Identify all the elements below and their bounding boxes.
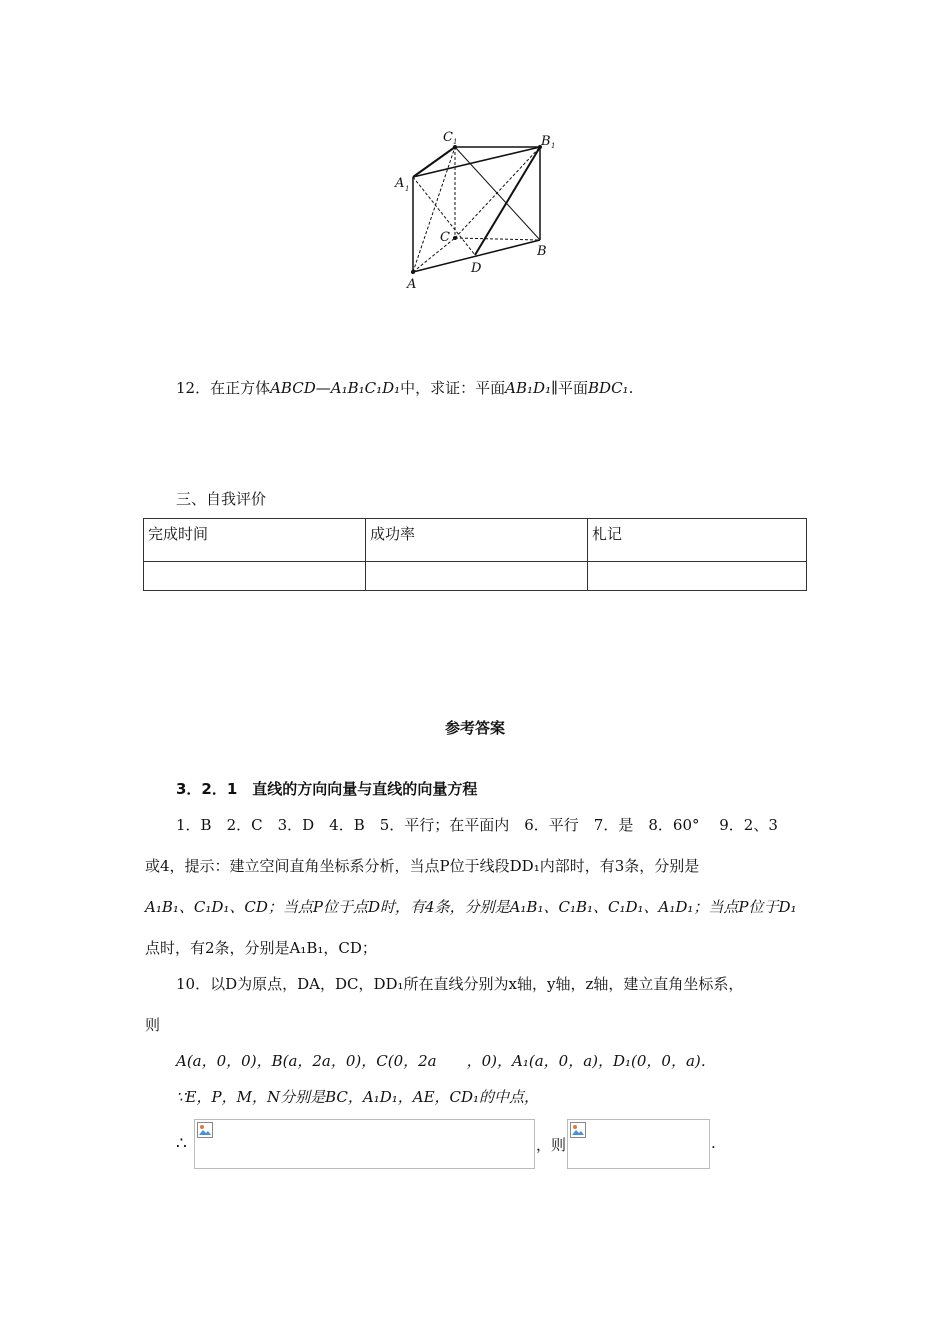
answer-line-8: ∵E，P，M，N分别是BC，A₁D₁，AE，CD₁的中点， [176, 1088, 540, 1106]
answer-line-7: A(a，0，0)，B(a，2a，0)，C(0，2a ，0)，A₁(a，0，a)，D₁(0，0，a)． [176, 1052, 716, 1070]
label-b1: B [541, 134, 551, 149]
label-a1: A [395, 176, 405, 191]
answer-line-6: 则 [145, 1016, 161, 1034]
formula-image-1 [194, 1119, 535, 1169]
label-c1-sub: 1 [453, 138, 458, 146]
col-notes: 札记 [588, 519, 807, 562]
broken-image-icon [570, 1122, 586, 1138]
question-12: 12．在正方体ABCD—A₁B₁C₁D₁中，求证：平面AB₁D₁∥平面BDC₁. [176, 379, 634, 397]
col-completion-time: 完成时间 [144, 519, 366, 562]
label-c: C [440, 230, 450, 245]
answer-line-4: 点时，有2条，分别是A₁B₁，CD； [145, 939, 377, 957]
label-b1-sub: 1 [551, 142, 556, 150]
answers-title: 参考答案 [444, 719, 505, 737]
answer-line-2: 或4，提示：建立空间直角坐标系分析，当点P位于线段DD₁内部时，有3条，分别是 [145, 857, 700, 875]
cell-empty [144, 562, 366, 591]
self-eval-table [143, 518, 807, 591]
end-period: . [711, 1134, 716, 1152]
label-a: A [407, 277, 417, 292]
self-eval-heading: 三、自我评价 [176, 490, 267, 508]
label-a1-sub: 1 [405, 185, 410, 193]
answer-line-3: A₁B₁、C₁D₁、CD；当点P位于点D时，有4条，分别是A₁B₁、C₁B₁、C₁D₁、A₁D₁；当点P位于D₁ [145, 898, 797, 916]
answers-section: 3．2．1 直线的方向向量与直线的向量方程 [176, 780, 478, 798]
then-text: ，则 [536, 1136, 567, 1154]
label-d: D [471, 261, 482, 276]
cell-empty [366, 562, 588, 591]
answer-line-1: 1．B 2．C 3．D 4．B 5．平行；在平面内 6．平行 7．是 8．60° 9．2、3 [176, 816, 778, 834]
formula-image-2 [567, 1119, 710, 1169]
label-c1: C [443, 130, 453, 145]
answer-line-5: 10．以D为原点，DA，DC，DD₁所在直线分别为x轴，y轴，z轴，建立直角坐标系， [176, 975, 744, 993]
broken-image-icon [197, 1122, 213, 1138]
cube-figure [385, 125, 560, 300]
col-success-rate: 成功率 [366, 519, 588, 562]
cell-empty [588, 562, 807, 591]
therefore-symbol: ∴ [176, 1134, 187, 1154]
label-b: B [537, 244, 547, 259]
